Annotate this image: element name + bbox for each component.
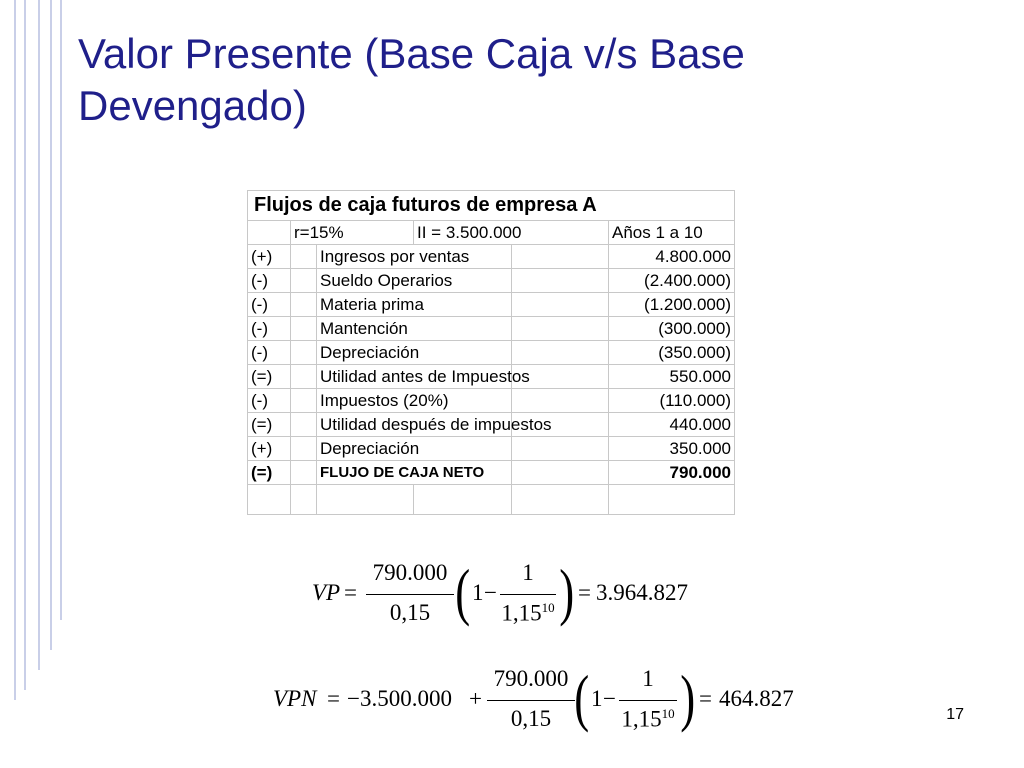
table-row [248,389,735,413]
vpn-investment: −3.500.000 [347,686,452,711]
vpn-equals: = [327,686,340,711]
table-row [248,365,735,389]
row-value: (300.000) [609,317,735,341]
table-title: Flujos de caja futuros de empresa A [248,191,735,221]
row-label: Materia prima [317,293,512,317]
table-row [248,293,735,317]
table-title-row [248,191,735,221]
row-label: Mantención [317,317,512,341]
row-sign: (-) [248,317,291,341]
table-row [248,269,735,293]
vpn-right-paren: ) [680,662,696,733]
vp-numerator: 790.000 [372,560,448,585]
vp-inner-denominator: 1,15$^{10}$ [501,600,555,626]
empty-cell [291,461,317,485]
row-label: Utilidad después de impuestos [317,413,512,437]
vp-formula [300,556,720,636]
row-value: 4.800.000 [609,245,735,269]
vpn-inner-denominator: 1,15$^{10}$ [621,706,675,732]
decor-line-4 [50,0,52,650]
decor-line-1 [14,0,16,700]
vp-equals: = [344,580,357,605]
empty-cell [291,389,317,413]
years-cell: Años 1 a 10 [609,221,735,245]
row-sign: (-) [248,269,291,293]
page-number: 17 [946,706,964,723]
vpn-equals-2: = [699,686,712,711]
empty-cell [291,269,317,293]
empty-cell [512,317,609,341]
empty-cell [512,269,609,293]
empty-cell [512,461,609,485]
row-value: 790.000 [609,461,735,485]
vp-one: 1 [472,580,484,605]
empty-cell [291,245,317,269]
vp-minus: − [484,580,497,605]
row-label: Depreciación [317,341,512,365]
vp-equals-2: = [578,580,591,605]
cash-flow-table [247,190,735,515]
empty-cell [512,389,609,413]
empty-cell [291,413,317,437]
table-row [248,461,735,485]
row-sign: (-) [248,293,291,317]
vpn-lhs: VPN [273,686,317,711]
row-value: (2.400.000) [609,269,735,293]
empty-cell [512,293,609,317]
row-sign: (+) [248,245,291,269]
row-value: (1.200.000) [609,293,735,317]
decor-line-3 [38,0,40,670]
empty-cell [512,341,609,365]
investment-cell: II = 3.500.000 [414,221,609,245]
slide-title: Valor Presente (Base Caja v/s Base Devengado) [78,30,745,129]
empty-cell [248,221,291,245]
rate-cell: r=15% [291,221,414,245]
table-row [248,437,735,461]
row-label: Depreciación [317,437,512,461]
row-value: 440.000 [609,413,735,437]
empty-cell [291,365,317,389]
empty-cell [291,341,317,365]
row-label: Ingresos por ventas [317,245,512,269]
row-value: 550.000 [609,365,735,389]
empty-cell [291,317,317,341]
vpn-fraction [487,662,575,742]
vp-inner-fraction [500,556,556,636]
vpn-one: 1 [591,686,603,711]
table-empty-row [248,485,735,515]
vp-lhs: VP [312,580,341,605]
vpn-denominator: 0,15 [510,706,552,731]
vp-left-paren: ( [455,556,471,627]
vpn-numerator: 790.000 [493,666,569,691]
vpn-inner-fraction [619,662,677,742]
decor-line-5 [60,0,62,620]
row-value: 350.000 [609,437,735,461]
vpn-plus: + [469,686,482,711]
vpn-left-paren: ( [574,662,590,733]
table-row [248,245,735,269]
row-sign: (=) [248,461,291,485]
vp-right-paren: ) [559,556,575,627]
row-sign: (=) [248,413,291,437]
row-value: (110.000) [609,389,735,413]
vpn-formula [265,662,825,742]
table-params-row [248,221,735,245]
row-value: (350.000) [609,341,735,365]
row-sign: (-) [248,389,291,413]
empty-cell [291,437,317,461]
table-row [248,413,735,437]
vpn-result: 464.827 [719,686,794,711]
row-label: FLUJO DE CAJA NETO [317,461,512,485]
row-label: Sueldo Operarios [317,269,512,293]
row-label: Impuestos (20%) [317,389,512,413]
vp-fraction [366,556,454,636]
empty-cell [512,245,609,269]
vpn-inner-numerator: 1 [642,666,654,691]
vp-result: 3.964.827 [596,580,688,605]
table-row [248,317,735,341]
vp-inner-numerator: 1 [522,560,534,585]
vpn-minus: − [603,686,616,711]
row-sign: (=) [248,365,291,389]
row-sign: (-) [248,341,291,365]
empty-cell [291,293,317,317]
vp-denominator: 0,15 [389,600,431,625]
row-sign: (+) [248,437,291,461]
table-row [248,341,735,365]
row-label: Utilidad antes de Impuestos [317,365,512,389]
empty-cell [512,437,609,461]
decor-line-2 [24,0,26,690]
